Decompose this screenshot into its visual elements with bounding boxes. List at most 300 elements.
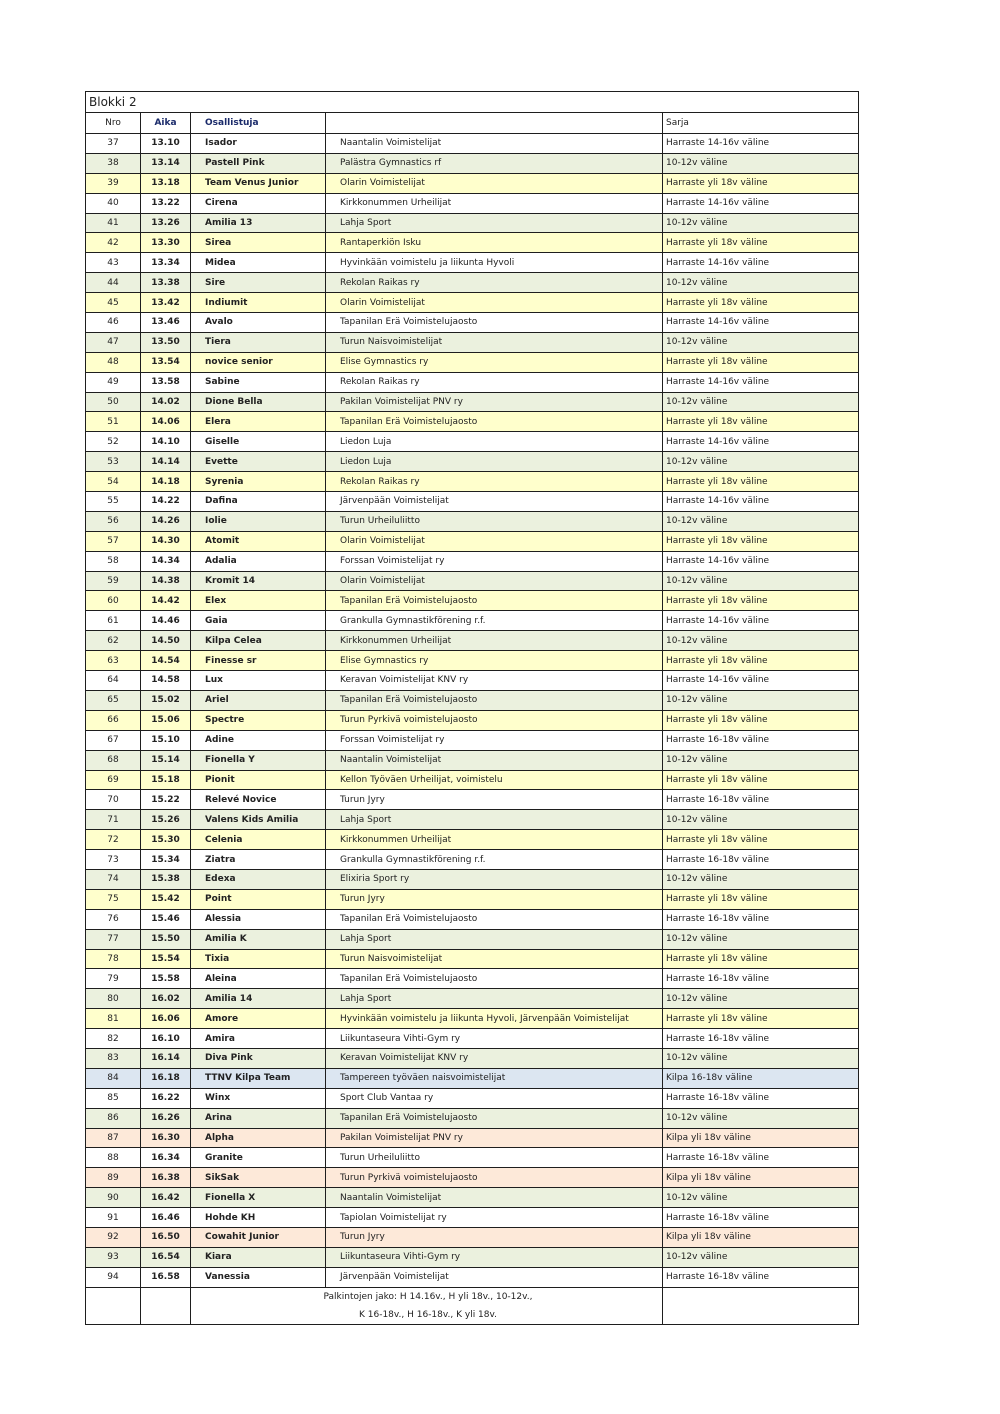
row-sarja: Harraste yli 18v väline <box>663 651 859 671</box>
row-aika: 16.34 <box>141 1148 191 1168</box>
row-nro: 46 <box>86 313 141 333</box>
row-nro: 37 <box>86 134 141 154</box>
row-nro: 87 <box>86 1128 141 1148</box>
row-sarja: Kilpa yli 18v väline <box>663 1168 859 1188</box>
prize-note-line-2: K 16-18v., H 16-18v., K yli 18v. <box>358 1309 497 1320</box>
row-aika: 13.26 <box>141 213 191 233</box>
row-nro: 84 <box>86 1068 141 1088</box>
row-nro: 59 <box>86 571 141 591</box>
row-sarja: Harraste 14-16v väline <box>663 432 859 452</box>
row-nro: 62 <box>86 631 141 651</box>
table-row <box>86 671 859 691</box>
row-osallistuja: Alpha <box>191 1128 326 1148</box>
row-osallistuja: Amilia 14 <box>191 989 326 1009</box>
row-osallistuja: Dafina <box>191 492 326 512</box>
row-sarja: Harraste 14-16v väline <box>663 611 859 631</box>
row-seura: Elise Gymnastics ry <box>326 352 663 372</box>
row-sarja: Harraste 14-16v väline <box>663 193 859 213</box>
block-title: Blokki 2 <box>86 92 859 113</box>
table-row <box>86 989 859 1009</box>
header-sarja: Sarja <box>663 113 859 134</box>
row-seura: Keravan Voimistelijat KNV ry <box>326 671 663 691</box>
row-osallistuja: Sabine <box>191 372 326 392</box>
row-seura: Olarin Voimistelijat <box>326 571 663 591</box>
row-seura: Forssan Voimistelijat ry <box>326 730 663 750</box>
row-nro: 64 <box>86 671 141 691</box>
row-osallistuja: SikSak <box>191 1168 326 1188</box>
row-aika: 13.46 <box>141 313 191 333</box>
row-nro: 76 <box>86 909 141 929</box>
row-aika: 13.54 <box>141 352 191 372</box>
row-nro: 91 <box>86 1208 141 1228</box>
row-sarja: Harraste 14-16v väline <box>663 134 859 154</box>
row-aika: 15.38 <box>141 869 191 889</box>
row-seura: Kirkkonummen Urheilijat <box>326 631 663 651</box>
row-aika: 16.10 <box>141 1029 191 1049</box>
row-aika: 14.58 <box>141 671 191 691</box>
table-row <box>86 1009 859 1029</box>
row-osallistuja: Arina <box>191 1108 326 1128</box>
row-osallistuja: Avalo <box>191 313 326 333</box>
row-sarja: Harraste 16-18v väline <box>663 1088 859 1108</box>
row-seura: Tapanilan Erä Voimistelujaosto <box>326 969 663 989</box>
row-osallistuja: Atomit <box>191 531 326 551</box>
table-row <box>86 710 859 730</box>
table-row <box>86 551 859 571</box>
row-seura: Olarin Voimistelijat <box>326 293 663 313</box>
row-osallistuja: Kiara <box>191 1247 326 1267</box>
row-nro: 85 <box>86 1088 141 1108</box>
row-seura: Turun Naisvoimistelijat <box>326 949 663 969</box>
table-row <box>86 949 859 969</box>
row-seura: Lahja Sport <box>326 989 663 1009</box>
table-row <box>86 869 859 889</box>
row-seura: Liedon Luja <box>326 432 663 452</box>
table-row <box>86 313 859 333</box>
row-nro: 73 <box>86 850 141 870</box>
row-seura: Rekolan Raikas ry <box>326 273 663 293</box>
row-osallistuja: Adalia <box>191 551 326 571</box>
row-aika: 14.22 <box>141 492 191 512</box>
row-aika: 16.26 <box>141 1108 191 1128</box>
row-sarja: Harraste 14-16v väline <box>663 551 859 571</box>
row-nro: 82 <box>86 1029 141 1049</box>
row-sarja: Harraste 16-18v väline <box>663 850 859 870</box>
row-seura: Tapanilan Erä Voimistelujaosto <box>326 909 663 929</box>
row-sarja: Kilpa 16-18v väline <box>663 1068 859 1088</box>
row-seura: Olarin Voimistelijat <box>326 173 663 193</box>
row-osallistuja: Amilia K <box>191 929 326 949</box>
row-nro: 68 <box>86 750 141 770</box>
row-osallistuja: novice senior <box>191 352 326 372</box>
row-sarja: Kilpa yli 18v väline <box>663 1128 859 1148</box>
row-seura: Lahja Sport <box>326 810 663 830</box>
row-nro: 70 <box>86 790 141 810</box>
table-row <box>86 472 859 492</box>
row-aika: 16.50 <box>141 1227 191 1247</box>
row-nro: 74 <box>86 869 141 889</box>
table-row <box>86 810 859 830</box>
row-osallistuja: TTNV Kilpa Team <box>191 1068 326 1088</box>
row-osallistuja: Dione Bella <box>191 392 326 412</box>
table-row <box>86 830 859 850</box>
row-osallistuja: Giselle <box>191 432 326 452</box>
header-aika: Aika <box>141 113 191 134</box>
row-osallistuja: Team Venus Junior <box>191 173 326 193</box>
row-aika: 13.14 <box>141 153 191 173</box>
row-aika: 15.06 <box>141 710 191 730</box>
row-osallistuja: Tixia <box>191 949 326 969</box>
row-sarja: Harraste 14-16v väline <box>663 671 859 691</box>
row-osallistuja: Finesse sr <box>191 651 326 671</box>
row-osallistuja: Granite <box>191 1148 326 1168</box>
row-seura: Hyvinkään voimistelu ja liikunta Hyvoli <box>326 253 663 273</box>
table-row <box>86 1108 859 1128</box>
row-nro: 55 <box>86 492 141 512</box>
row-nro: 42 <box>86 233 141 253</box>
row-seura: Liikuntaseura Vihti-Gym ry <box>326 1247 663 1267</box>
block-title-row <box>86 92 859 113</box>
row-seura: Turun Naisvoimistelijat <box>326 332 663 352</box>
row-aika: 15.10 <box>141 730 191 750</box>
row-sarja: Harraste 14-16v väline <box>663 253 859 273</box>
row-aika: 16.46 <box>141 1208 191 1228</box>
header-nro: Nro <box>86 113 141 134</box>
row-osallistuja: Amore <box>191 1009 326 1029</box>
row-nro: 57 <box>86 531 141 551</box>
row-nro: 52 <box>86 432 141 452</box>
table-row <box>86 1068 859 1088</box>
row-seura: Elixiria Sport ry <box>326 869 663 889</box>
row-osallistuja: Indiumit <box>191 293 326 313</box>
row-osallistuja: Amira <box>191 1029 326 1049</box>
row-osallistuja: Adine <box>191 730 326 750</box>
row-aika: 15.22 <box>141 790 191 810</box>
row-sarja: Harraste yli 18v väline <box>663 173 859 193</box>
table-row <box>86 850 859 870</box>
table-row <box>86 1029 859 1049</box>
row-nro: 40 <box>86 193 141 213</box>
row-nro: 78 <box>86 949 141 969</box>
row-sarja: 10-12v väline <box>663 869 859 889</box>
row-aika: 13.30 <box>141 233 191 253</box>
table-row <box>86 611 859 631</box>
row-seura: Naantalin Voimistelijat <box>326 750 663 770</box>
row-aika: 16.58 <box>141 1267 191 1287</box>
table-row <box>86 173 859 193</box>
table-row <box>86 432 859 452</box>
row-seura: Tapanilan Erä Voimistelujaosto <box>326 690 663 710</box>
row-sarja: 10-12v väline <box>663 810 859 830</box>
row-nro: 92 <box>86 1227 141 1247</box>
row-aika: 13.18 <box>141 173 191 193</box>
row-nro: 71 <box>86 810 141 830</box>
table-row <box>86 1208 859 1228</box>
row-sarja: Harraste yli 18v väline <box>663 949 859 969</box>
footer-empty <box>86 1287 141 1324</box>
table-row <box>86 492 859 512</box>
row-osallistuja: Aleina <box>191 969 326 989</box>
row-aika: 15.50 <box>141 929 191 949</box>
row-osallistuja: Celenia <box>191 830 326 850</box>
row-aika: 14.26 <box>141 511 191 531</box>
row-aika: 16.06 <box>141 1009 191 1029</box>
row-aika: 14.34 <box>141 551 191 571</box>
row-aika: 14.38 <box>141 571 191 591</box>
row-seura: Turun Pyrkivä voimistelujaosto <box>326 1168 663 1188</box>
row-aika: 14.54 <box>141 651 191 671</box>
row-seura: Järvenpään Voimistelijat <box>326 492 663 512</box>
row-aika: 15.30 <box>141 830 191 850</box>
table-row <box>86 690 859 710</box>
row-aika: 16.14 <box>141 1048 191 1068</box>
row-aika: 16.54 <box>141 1247 191 1267</box>
row-nro: 43 <box>86 253 141 273</box>
row-sarja: 10-12v väline <box>663 690 859 710</box>
row-aika: 13.22 <box>141 193 191 213</box>
row-aika: 15.58 <box>141 969 191 989</box>
row-seura: Sport Club Vantaa ry <box>326 1088 663 1108</box>
row-sarja: 10-12v väline <box>663 929 859 949</box>
table-row <box>86 750 859 770</box>
row-aika: 15.02 <box>141 690 191 710</box>
row-sarja: 10-12v väline <box>663 213 859 233</box>
row-aika: 16.02 <box>141 989 191 1009</box>
row-sarja: 10-12v väline <box>663 1188 859 1208</box>
row-aika: 13.10 <box>141 134 191 154</box>
row-osallistuja: Point <box>191 889 326 909</box>
row-seura: Kirkkonummen Urheilijat <box>326 830 663 850</box>
row-osallistuja: Elera <box>191 412 326 432</box>
table-row <box>86 1088 859 1108</box>
row-nro: 88 <box>86 1148 141 1168</box>
table-row <box>86 372 859 392</box>
row-aika: 15.54 <box>141 949 191 969</box>
row-osallistuja: Iolie <box>191 511 326 531</box>
row-nro: 48 <box>86 352 141 372</box>
row-nro: 60 <box>86 591 141 611</box>
footer-row <box>86 1287 859 1324</box>
row-nro: 89 <box>86 1168 141 1188</box>
row-nro: 79 <box>86 969 141 989</box>
row-osallistuja: Hohde KH <box>191 1208 326 1228</box>
row-nro: 75 <box>86 889 141 909</box>
table-row <box>86 1247 859 1267</box>
table-row <box>86 412 859 432</box>
row-seura: Tapiolan Voimistelijat ry <box>326 1208 663 1228</box>
row-nro: 65 <box>86 690 141 710</box>
row-aika: 15.14 <box>141 750 191 770</box>
row-seura: Hyvinkään voimistelu ja liikunta Hyvoli, Järvenpään Voimistelijat <box>326 1009 663 1029</box>
row-sarja: Harraste yli 18v väline <box>663 770 859 790</box>
row-aika: 16.38 <box>141 1168 191 1188</box>
row-seura: Järvenpään Voimistelijat <box>326 1267 663 1287</box>
row-aika: 16.30 <box>141 1128 191 1148</box>
row-osallistuja: Tiera <box>191 332 326 352</box>
schedule-table <box>85 91 859 1325</box>
row-sarja: Harraste 16-18v väline <box>663 1148 859 1168</box>
row-aika: 13.34 <box>141 253 191 273</box>
row-osallistuja: Sire <box>191 273 326 293</box>
row-sarja: 10-12v väline <box>663 273 859 293</box>
row-osallistuja: Isador <box>191 134 326 154</box>
row-aika: 15.18 <box>141 770 191 790</box>
row-aika: 14.18 <box>141 472 191 492</box>
row-nro: 90 <box>86 1188 141 1208</box>
table-row <box>86 1128 859 1148</box>
footer-empty <box>663 1287 859 1324</box>
row-aika: 14.30 <box>141 531 191 551</box>
row-nro: 93 <box>86 1247 141 1267</box>
row-seura: Pakilan Voimistelijat PNV ry <box>326 1128 663 1148</box>
row-nro: 83 <box>86 1048 141 1068</box>
table-row <box>86 770 859 790</box>
row-osallistuja: Cowahit Junior <box>191 1227 326 1247</box>
row-nro: 77 <box>86 929 141 949</box>
row-osallistuja: Pionit <box>191 770 326 790</box>
row-seura: Keravan Voimistelijat KNV ry <box>326 1048 663 1068</box>
row-seura: Rekolan Raikas ry <box>326 472 663 492</box>
footer-empty <box>141 1287 191 1324</box>
row-aika: 14.46 <box>141 611 191 631</box>
row-sarja: 10-12v väline <box>663 332 859 352</box>
row-sarja: 10-12v väline <box>663 1108 859 1128</box>
row-sarja: Harraste 16-18v väline <box>663 909 859 929</box>
row-seura: Lahja Sport <box>326 213 663 233</box>
row-nro: 86 <box>86 1108 141 1128</box>
row-nro: 66 <box>86 710 141 730</box>
row-seura: Tapanilan Erä Voimistelujaosto <box>326 591 663 611</box>
row-aika: 13.42 <box>141 293 191 313</box>
row-nro: 56 <box>86 511 141 531</box>
table-row <box>86 273 859 293</box>
row-seura: Olarin Voimistelijat <box>326 531 663 551</box>
row-osallistuja: Cirena <box>191 193 326 213</box>
table-row <box>86 134 859 154</box>
row-nro: 54 <box>86 472 141 492</box>
table-row <box>86 1148 859 1168</box>
row-aika: 14.14 <box>141 452 191 472</box>
row-nro: 63 <box>86 651 141 671</box>
row-sarja: Harraste yli 18v väline <box>663 889 859 909</box>
header-osallistuja: Osallistuja <box>191 113 326 134</box>
row-aika: 15.34 <box>141 850 191 870</box>
row-seura: Liedon Luja <box>326 452 663 472</box>
row-aika: 14.50 <box>141 631 191 651</box>
row-sarja: Harraste 16-18v väline <box>663 1208 859 1228</box>
table-row <box>86 1048 859 1068</box>
row-osallistuja: Gaia <box>191 611 326 631</box>
row-seura: Rantaperkiön Isku <box>326 233 663 253</box>
row-nro: 50 <box>86 392 141 412</box>
row-sarja: 10-12v väline <box>663 750 859 770</box>
table-row <box>86 332 859 352</box>
row-sarja: Harraste yli 18v väline <box>663 233 859 253</box>
row-aika: 13.58 <box>141 372 191 392</box>
table-row <box>86 511 859 531</box>
row-nro: 38 <box>86 153 141 173</box>
table-row <box>86 889 859 909</box>
row-nro: 81 <box>86 1009 141 1029</box>
row-seura: Elise Gymnastics ry <box>326 651 663 671</box>
row-sarja: Harraste 14-16v väline <box>663 372 859 392</box>
row-sarja: Kilpa yli 18v väline <box>663 1227 859 1247</box>
row-nro: 61 <box>86 611 141 631</box>
row-sarja: 10-12v väline <box>663 631 859 651</box>
row-aika: 13.38 <box>141 273 191 293</box>
prize-ceremony-note <box>191 1287 663 1324</box>
row-aika: 14.42 <box>141 591 191 611</box>
row-osallistuja: Midea <box>191 253 326 273</box>
row-nro: 94 <box>86 1267 141 1287</box>
table-row <box>86 591 859 611</box>
row-osallistuja: Ziatra <box>191 850 326 870</box>
row-osallistuja: Lux <box>191 671 326 691</box>
row-sarja: Harraste 16-18v väline <box>663 1029 859 1049</box>
row-sarja: Harraste yli 18v väline <box>663 293 859 313</box>
row-osallistuja: Pastell Pink <box>191 153 326 173</box>
prize-note-line-1: Palkintojen jako: H 14.16v., H yli 18v., 10-12v., <box>323 1291 533 1302</box>
row-aika: 15.42 <box>141 889 191 909</box>
row-osallistuja: Kromit 14 <box>191 571 326 591</box>
row-sarja: 10-12v väline <box>663 153 859 173</box>
table-row <box>86 392 859 412</box>
row-seura: Grankulla Gymnastikförening r.f. <box>326 611 663 631</box>
table-row <box>86 253 859 273</box>
row-seura: Forssan Voimistelijat ry <box>326 551 663 571</box>
table-row <box>86 233 859 253</box>
row-osallistuja: Ariel <box>191 690 326 710</box>
row-osallistuja: Spectre <box>191 710 326 730</box>
row-nro: 58 <box>86 551 141 571</box>
row-nro: 44 <box>86 273 141 293</box>
table-row <box>86 1227 859 1247</box>
row-sarja: 10-12v väline <box>663 511 859 531</box>
row-seura: Turun Pyrkivä voimistelujaosto <box>326 710 663 730</box>
row-osallistuja: Edexa <box>191 869 326 889</box>
row-aika: 16.18 <box>141 1068 191 1088</box>
row-aika: 14.02 <box>141 392 191 412</box>
row-seura: Pakilan Voimistelijat PNV ry <box>326 392 663 412</box>
row-seura: Turun Jyry <box>326 790 663 810</box>
row-sarja: Harraste yli 18v väline <box>663 352 859 372</box>
table-row <box>86 1188 859 1208</box>
row-osallistuja: Kilpa Celea <box>191 631 326 651</box>
row-nro: 47 <box>86 332 141 352</box>
row-sarja: Harraste yli 18v väline <box>663 710 859 730</box>
table-row <box>86 193 859 213</box>
row-seura: Kirkkonummen Urheilijat <box>326 193 663 213</box>
row-osallistuja: Syrenia <box>191 472 326 492</box>
table-row <box>86 153 859 173</box>
row-sarja: 10-12v väline <box>663 989 859 1009</box>
table-row <box>86 213 859 233</box>
row-sarja: Harraste 16-18v väline <box>663 1267 859 1287</box>
row-seura: Grankulla Gymnastikförening r.f. <box>326 850 663 870</box>
row-seura: Liikuntaseura Vihti-Gym ry <box>326 1029 663 1049</box>
row-aika: 15.26 <box>141 810 191 830</box>
row-sarja: Harraste 14-16v väline <box>663 492 859 512</box>
row-seura: Naantalin Voimistelijat <box>326 134 663 154</box>
table-row <box>86 571 859 591</box>
table-row <box>86 1168 859 1188</box>
row-seura: Tapanilan Erä Voimistelujaosto <box>326 313 663 333</box>
table-row <box>86 909 859 929</box>
row-osallistuja: Fionella Y <box>191 750 326 770</box>
row-sarja: Harraste yli 18v väline <box>663 830 859 850</box>
row-seura: Lahja Sport <box>326 929 663 949</box>
row-sarja: Harraste yli 18v väline <box>663 591 859 611</box>
